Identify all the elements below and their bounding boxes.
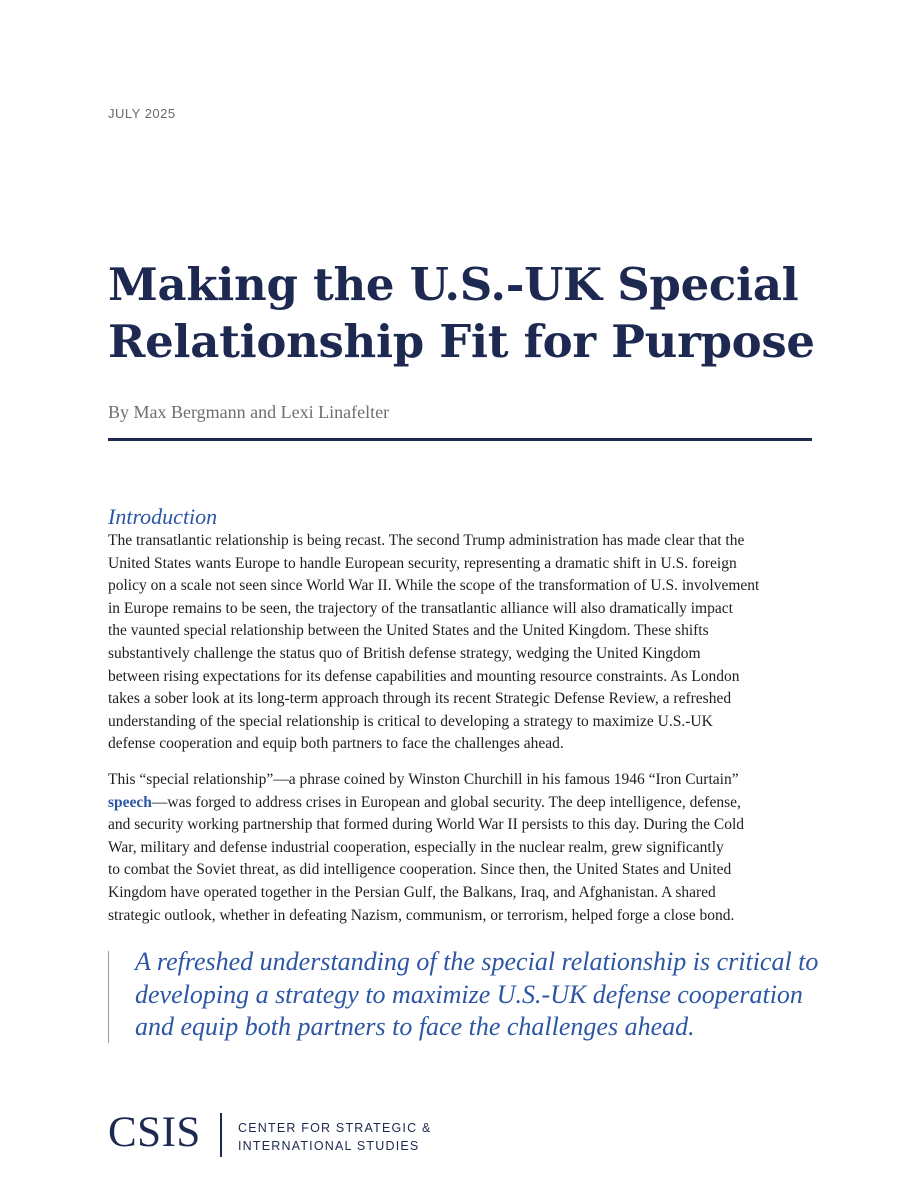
paragraph-line: This “special relationship”—a phrase coined by Winston Churchill in his famous 1946 “Iron Curtain” [108,771,739,788]
paragraph-line: The transatlantic relationship is being recast. The second Trump administration has made clear that the [108,532,745,549]
paragraph-line: United States wants Europe to handle European security, representing a dramatic shift in U.S. foreign [108,554,737,572]
title-divider [108,438,812,441]
paragraph-line [108,792,820,815]
logo-wordmark: CSIS [108,1109,201,1156]
paragraph-line: understanding of the special relationship is critical to developing a strategy to maximize U.S.-UK [108,712,713,730]
paragraph-line: War, military and defense industrial cooperation, especially in the nuclear realm, grew significantly [108,838,724,856]
paragraph-line: and security working partnership that formed during World War II persists to this day. During the Cold [108,816,745,834]
logo-divider [220,1113,222,1157]
paragraph-line: in Europe remains to be seen, the trajectory of the transatlantic alliance will also dramatically impact [108,599,733,617]
pull-quote-bar [108,951,109,1043]
paragraph-line: the vaunted special relationship between the United States and the United Kingdom. These shifts [108,622,709,640]
title-line-2: Relationship Fit for Purpose [108,315,815,368]
logo-org-line-2: INTERNATIONAL STUDIES [238,1139,420,1153]
paragraph-line: substantively challenge the status quo of British defense strategy, wedging the United Kingdom [108,644,701,662]
paragraph-line-text: —was forged to address crises in European and global security. The deep intelligence, defense, [151,793,741,811]
logo-org-name [238,1119,458,1155]
paragraph-line: between rising expectations for its defense capabilities and mounting resource constraints. As London [108,667,740,685]
page-title [108,256,828,370]
paragraph-line: policy on a scale not seen since World War II. While the scope of the transformation of U.S. involvement [108,577,760,595]
logo-org-line-1: CENTER FOR STRATEGIC & [238,1121,432,1135]
pull-quote-line: A refreshed understanding of the special relationship is critical to [135,947,819,976]
paragraph-line: takes a sober look at its long-term approach through its recent Strategic Defense Review, a refreshed [108,690,732,708]
byline: By Max Bergmann and Lexi Linafelter [108,402,390,422]
publication-date: JULY 2025 [108,106,176,121]
paragraph-line: to combat the Soviet threat, as did intelligence cooperation. Since then, the United States and United [108,861,732,879]
intro-paragraph-2 [108,769,820,927]
pull-quote [135,946,825,1044]
pull-quote-line: developing a strategy to maximize U.S.-UK defense cooperation [135,979,803,1009]
paragraph-line: defense cooperation and equip both partners to face the challenges ahead. [108,735,564,753]
title-line-1: Making the U.S.-UK Special [108,258,799,311]
paragraph-line: Kingdom have operated together in the Persian Gulf, the Balkans, Iraq, and Afghanistan. A shared [108,883,716,901]
section-heading-introduction: Introduction [108,504,218,529]
paragraph-line: strategic outlook, whether in defeating Nazism, communism, or terrorism, helped forge a close bond. [108,906,735,924]
speech-link[interactable]: speech [108,793,152,811]
pull-quote-line: and equip both partners to face the challenges ahead. [135,1012,695,1041]
intro-paragraph-1 [108,530,820,756]
